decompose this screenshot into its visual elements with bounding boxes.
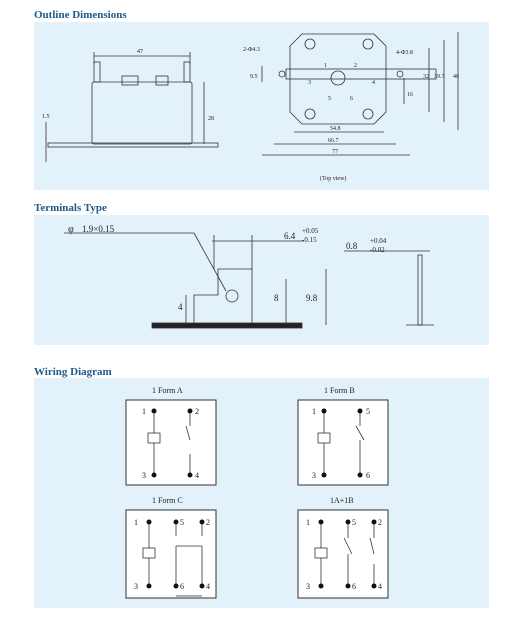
terminals-panel: [34, 215, 489, 345]
tol-minus-015: -0.15: [302, 236, 317, 244]
form-c-pin-2: 2: [206, 518, 210, 527]
dim-32-label: 32: [423, 74, 429, 80]
hole-label: 1.9×0.15: [82, 224, 115, 234]
mount-hole-bottom-left: [305, 109, 315, 119]
relay-side-view: [46, 52, 218, 162]
dim-4-label: 4: [178, 302, 183, 312]
wiring-panel: [34, 378, 489, 608]
form-c-pin-1: 1: [134, 518, 138, 527]
side-hole-left: [279, 71, 285, 77]
pin-3-label: 3: [308, 80, 311, 86]
form-b-pin-5: 5: [366, 407, 370, 416]
center-screw: [331, 71, 345, 85]
top-flange: [286, 69, 436, 79]
dim-9-5-label: 9.5: [250, 74, 258, 80]
terminal-left: [94, 62, 100, 82]
terminals-section-title: Terminals Type: [34, 202, 107, 214]
form-c-pin-5: 5: [180, 518, 184, 527]
label-2phi: 2-Φ4.3: [243, 47, 260, 53]
form-c-diagram: [126, 496, 216, 598]
phi-symbol: φ: [68, 224, 74, 235]
pin-6-label: 6: [350, 96, 353, 102]
dim-8-label: 8: [274, 293, 279, 303]
form-c-pin-4: 4: [206, 582, 210, 591]
dim-47-label: 47: [137, 49, 143, 55]
pin-4-label: 4: [372, 80, 375, 86]
terminal-base: [152, 323, 302, 328]
dim-46-label: 46: [453, 74, 459, 80]
form-a-pin-3: 3: [142, 471, 146, 480]
label-4phi: 4-Φ3.8: [396, 50, 413, 56]
dim-9-8-label: 9.8: [306, 293, 318, 303]
form-a-pin-1: 1: [142, 407, 146, 416]
form-a-pin-2: 2: [195, 407, 199, 416]
mount-hole-top-left: [305, 39, 315, 49]
mount-hole-top-right: [363, 39, 373, 49]
dim-39-7-label: 39.7: [434, 74, 445, 80]
form-c-title: 1 Form C: [152, 496, 183, 505]
terminal-body: [194, 269, 252, 323]
wiring-drawing: [34, 378, 489, 608]
top-view-label: (Top view): [320, 176, 347, 182]
pin-5-label: 5: [328, 96, 331, 102]
terminal-edge-view: [418, 255, 422, 325]
outline-panel: [34, 22, 489, 190]
form-a-box: [126, 400, 216, 485]
hole-leader-diagonal: [194, 233, 226, 291]
form-ab-diagram: [298, 496, 388, 598]
dim-54-8-label: 54.8: [330, 126, 341, 132]
form-ab-pin-1: 1: [306, 518, 310, 527]
terminal-mid-right: [156, 76, 168, 85]
pin-1-label: 1: [324, 63, 327, 69]
form-a-title: 1 Form A: [152, 386, 183, 395]
dim-28-label: 28: [208, 116, 214, 122]
form-a-pin-4: 4: [195, 471, 199, 480]
terminal-right: [184, 62, 190, 82]
tol-minus-002: -0.02: [370, 246, 385, 254]
outline-drawing: [34, 22, 489, 190]
terminals-drawing: [34, 215, 489, 345]
form-ab-title: 1A+1B: [330, 496, 354, 505]
form-b-diagram: [298, 386, 388, 485]
dim-16-label: 16: [407, 92, 413, 98]
terminal-hole: [226, 290, 238, 302]
dim-77-label: 77: [332, 149, 338, 155]
mount-hole-bottom-right: [363, 109, 373, 119]
outline-section-title: Outline Dimensions: [34, 9, 127, 21]
form-b-title: 1 Form B: [324, 386, 355, 395]
form-ab-pin-3: 3: [306, 582, 310, 591]
relay-body: [92, 82, 192, 144]
tol-plus-004: +0.04: [370, 237, 387, 245]
form-c-pin-3: 3: [134, 582, 138, 591]
form-ab-pin-6: 6: [352, 582, 356, 591]
terminal-mid-left: [122, 76, 138, 85]
form-c-pin-6: 6: [180, 582, 184, 591]
wiring-section-title: Wiring Diagram: [34, 366, 112, 378]
tol-plus-005: +0.05: [302, 227, 319, 235]
form-b-pin-6: 6: [366, 471, 370, 480]
form-b-pin-1: 1: [312, 407, 316, 416]
dim-6-4-label: 6.4: [284, 231, 296, 241]
pin-2-label: 2: [354, 63, 357, 69]
dim-0-8-label: 0.8: [346, 241, 358, 251]
form-ab-pin-5: 5: [352, 518, 356, 527]
form-ab-pin-2: 2: [378, 518, 382, 527]
dim-66-7-label: 66.7: [328, 138, 339, 144]
form-ab-pin-4: 4: [378, 582, 382, 591]
form-b-pin-3: 3: [312, 471, 316, 480]
form-a-diagram: [126, 386, 216, 485]
dim-1-5-label: 1.5: [42, 114, 50, 120]
side-hole-right: [397, 71, 403, 77]
relay-top-view: [262, 32, 458, 155]
